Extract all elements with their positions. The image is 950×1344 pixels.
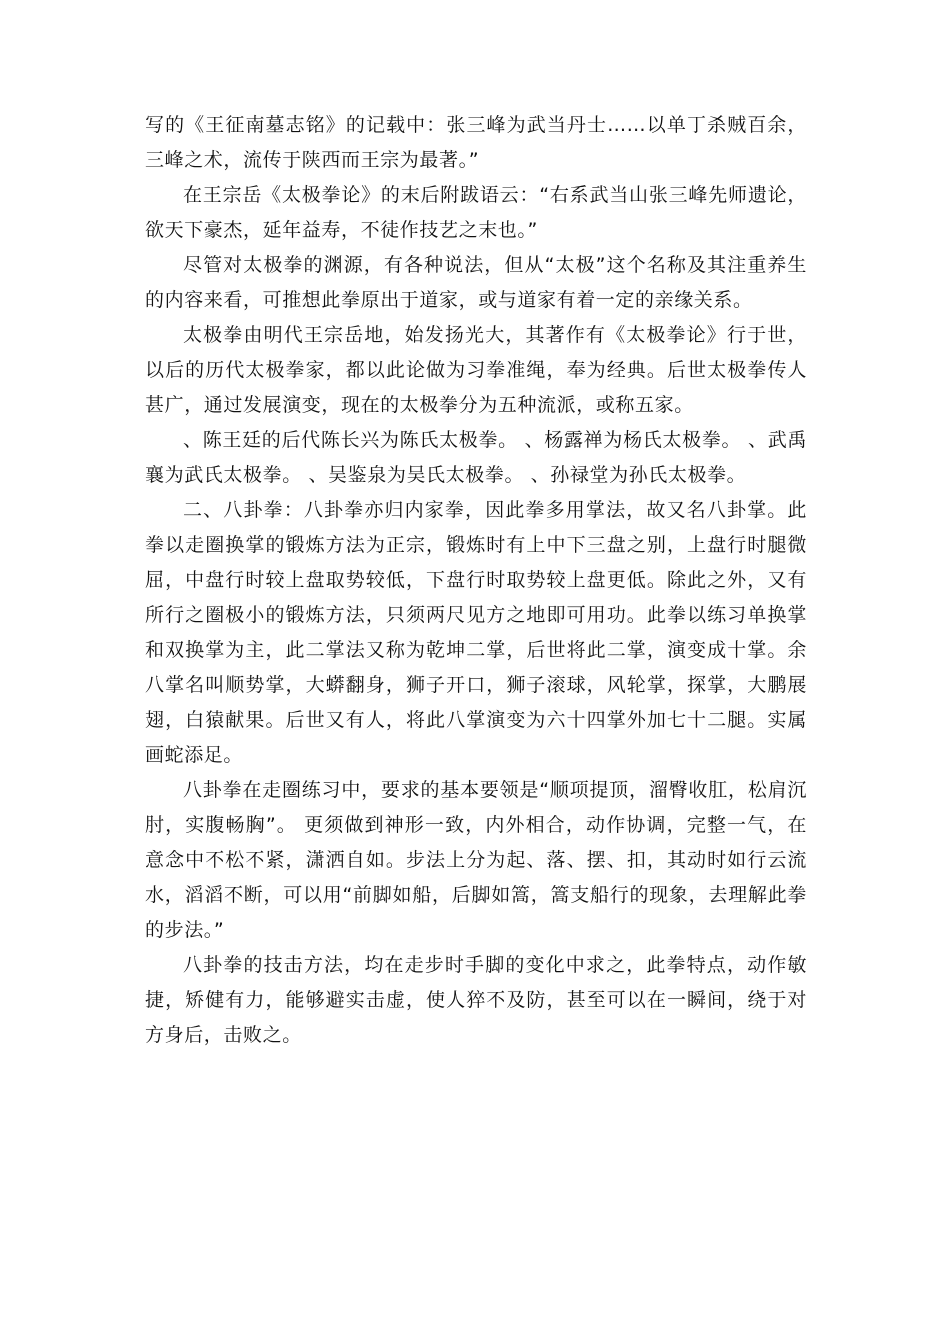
paragraph-8: 八卦拳的技击方法，均在走步时手脚的变化中求之，此拳特点，动作敏捷，矫健有力，能够避实击虚，使人猝不及防，甚至可以在一瞬间，绕于对方身后，击败之。 [145,954,807,1046]
paragraph-6: 二、八卦拳：八卦拳亦归内家拳，因此拳多用掌法，故又名八卦掌。此拳以走圈换掌的锻炼方法为正宗，锻炼时有上中下三盘之别，上盘行时腿微屈，中盘行时较上盘取势较低，下盘行时取势较上盘更低。除此之外，又有所行之圈极小的锻炼方法，只须两尺见方之地即可用功。此拳以练习单换掌和双换掌为主，此二掌法又称为乾坤二掌，后世将此二掌，演变成十掌。余八掌名叫顺势掌，大蟒翻身，狮子开口，狮子滚球，风轮掌，探掌，大鹏展翅，白猿献果。后世又有人，将此八掌演变为六十四掌外加七十二腿。实属画蛇添足。 [145,499,807,766]
body-text [145,108,807,1053]
paragraph-1: 写的《王征南墓志铭》的记载中：张三峰为武当丹士……以单丁杀贼百余，三峰之术，流传于陕西而王宗为最著。” [145,114,807,171]
paragraph-3: 尽管对太极拳的渊源，有各种说法，但从“太极”这个名称及其注重养生的内容来看，可推想此拳原出于道家，或与道家有着一定的亲缘关系。 [145,254,807,311]
paragraph-4: 太极拳由明代王宗岳地，始发扬光大，其著作有《太极拳论》行于世，以后的历代太极拳家，都以此论做为习拳准绳，奉为经典。后世太极拳传人甚广，通过发展演变，现在的太极拳分为五种流派，或称五家。 [145,324,807,416]
paragraph-7: 八卦拳在走圈练习中，要求的基本要领是“顺项提顶，溜臀收肛，松肩沉肘，实腹畅胸”。 更须做到神形一致，内外相合，动作协调，完整一气，在意念中不松不紧，潇洒自如。步法上分为起、落、摆、扣，其动时如行云流水，滔滔不断，可以用“前脚如船，后脚如篙，篙支船行的现象，去理解此拳的步法。” [145,779,807,941]
paragraph-2: 在王宗岳《太极拳论》的末后附跋语云：“右系武当山张三峰先师遗论，欲天下豪杰，延年益寿，不徒作技艺之末也。” [145,184,807,241]
paragraph-5: 、陈王廷的后代陈长兴为陈氏太极拳。 、杨露禅为杨氏太极拳。 、武禹襄为武氏太极拳。 、吴鉴泉为吴氏太极拳。 、孙禄堂为孙氏太极拳。 [145,429,807,486]
